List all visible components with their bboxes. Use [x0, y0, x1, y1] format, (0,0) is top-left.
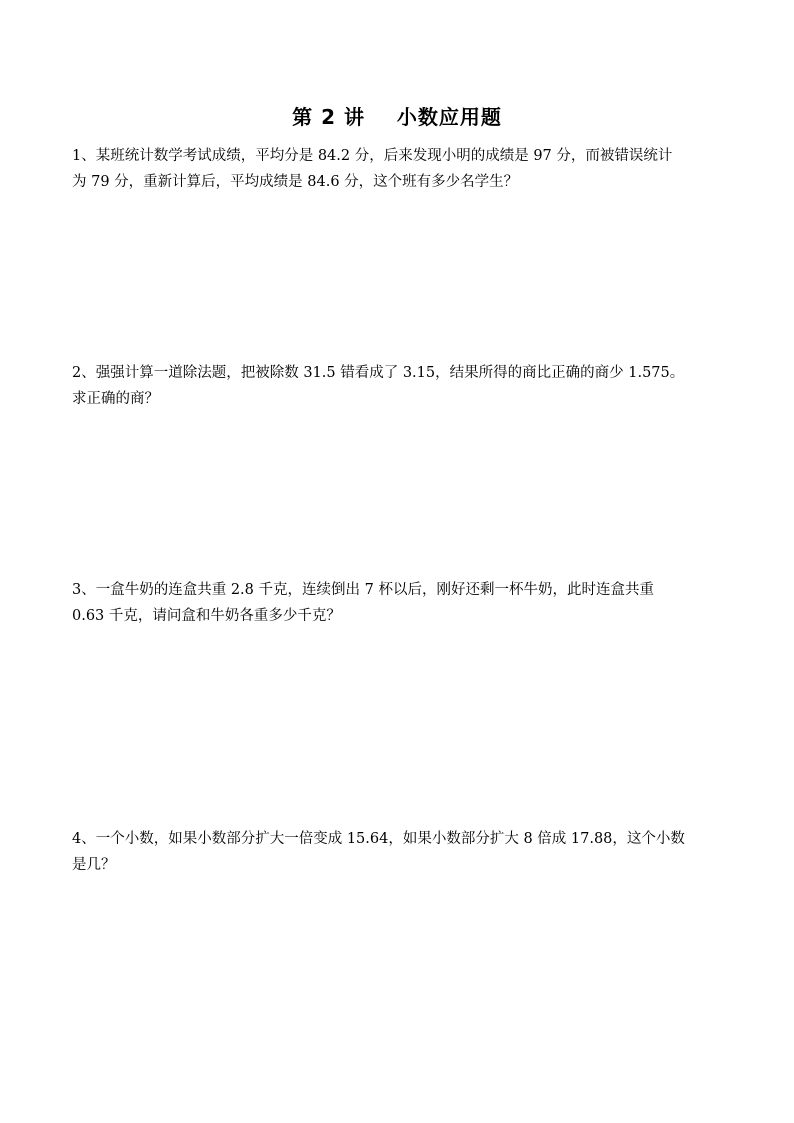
- problem-3: [72, 577, 732, 629]
- page-title: 第 2 讲 小数应用题: [292, 105, 502, 129]
- problem-4: [72, 826, 732, 878]
- problem-4-line-1: 4、一个小数，如果小数部分扩大一倍变成 15.64，如果小数部分扩大 8 倍成 17.88，这个小数: [72, 831, 685, 847]
- problem-2: [72, 360, 732, 412]
- problem-1: [72, 143, 732, 195]
- problem-2-line-2: 求正确的商？: [72, 391, 159, 407]
- problem-2-line-1: 2、强强计算一道除法题，把被除数 31.5 错看成了 3.15，结果所得的商比正确的商少 1.575。: [72, 365, 685, 381]
- problem-3-line-2: 0.63 千克，请问盒和牛奶各重多少千克？: [72, 608, 341, 624]
- problem-3-line-1: 3、一盒牛奶的连盒共重 2.8 千克，连续倒出 7 杯以后，刚好还剩一杯牛奶，此时连盒共重: [72, 582, 654, 598]
- problem-1-line-1: 1、某班统计数学考试成绩，平均分是 84.2 分，后来发现小明的成绩是 97 分，而被错误统计: [72, 148, 673, 164]
- problem-1-line-2: 为 79 分，重新计算后，平均成绩是 84.6 分，这个班有多少名学生？: [72, 174, 519, 190]
- problem-4-line-2: 是几？: [72, 857, 116, 873]
